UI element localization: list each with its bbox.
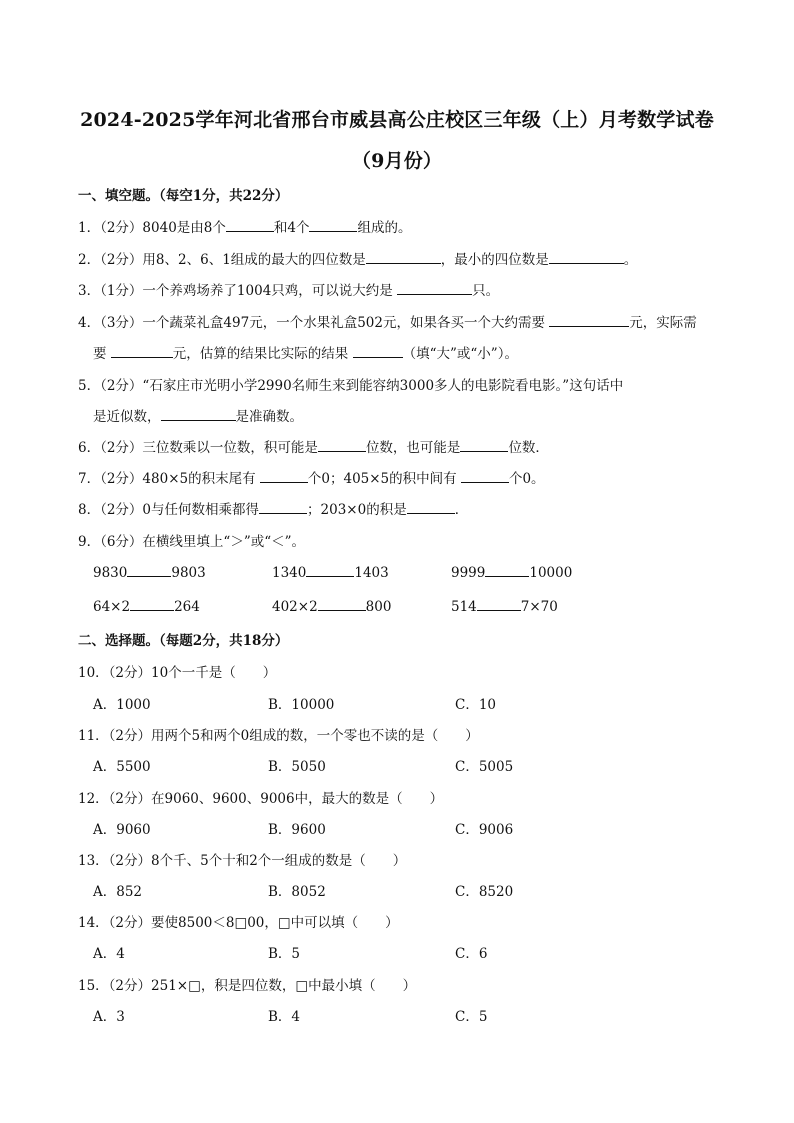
compare-item: 514 7×70: [451, 599, 558, 615]
answer-blank[interactable]: [460, 438, 508, 452]
exam-subtitle: （9月份）: [351, 150, 443, 172]
option-c[interactable]: C．5: [455, 1009, 488, 1025]
answer-blank[interactable]: [111, 344, 173, 358]
answer-blank[interactable]: [259, 500, 307, 514]
option-c[interactable]: C．9006: [455, 822, 514, 838]
answer-blank[interactable]: [127, 563, 171, 577]
answer-blank[interactable]: [407, 500, 455, 514]
option-a[interactable]: A．3: [93, 1009, 125, 1025]
answer-blank[interactable]: [260, 469, 308, 483]
answer-blank[interactable]: [397, 281, 472, 295]
question-8: 8．（2分）0与任何数相乘都得 ；203×0的积是 ．: [78, 502, 469, 518]
section-heading-choice: 二、选择题。（每题2分，共18分）: [78, 633, 289, 649]
question-11: 11．（2分）用两个5和两个0组成的数，一个零也不读的是（ ）: [78, 728, 479, 744]
answer-blank[interactable]: [226, 218, 274, 232]
compare-item: 9830 9803: [93, 565, 206, 581]
answer-blank[interactable]: [477, 597, 521, 611]
answer-blank[interactable]: [161, 407, 236, 421]
question-14: 14．（2分）要使8500＜8□00，□中可以填（ ）: [78, 915, 399, 931]
answer-blank[interactable]: [366, 250, 441, 264]
answer-blank[interactable]: [353, 344, 403, 358]
question-4: 4．（3分）一个蔬菜礼盒497元，一个水果礼盒502元，如果各买一个大约需要 元，实际需: [78, 315, 697, 331]
question-15: 15．（2分）251×□，积是四位数，□中最小填（ ）: [78, 978, 417, 994]
option-a[interactable]: A．852: [93, 884, 143, 900]
question-10: 10．（2分）10个一千是（ ）: [78, 665, 277, 681]
option-c[interactable]: C．10: [455, 697, 497, 713]
option-a[interactable]: A．4: [93, 946, 125, 962]
option-b[interactable]: B．5050: [268, 759, 326, 775]
answer-blank[interactable]: [549, 250, 624, 264]
option-c[interactable]: C．6: [455, 946, 488, 962]
option-a[interactable]: A．1000: [93, 697, 151, 713]
section-heading-fill: 一、填空题。（每空1分，共22分）: [78, 188, 289, 204]
question-9: 9．（6分）在横线里填上“＞”或“＜”。: [78, 534, 306, 550]
answer-blank[interactable]: [318, 438, 366, 452]
question-1: 1．（2分）8040是由8个 和4个 组成的。: [78, 220, 412, 236]
compare-item: 9999 10000: [451, 565, 573, 581]
option-b[interactable]: B．9600: [268, 822, 326, 838]
exam-title: 2024-2025学年河北省邢台市威县高公庄校区三年级（上）月考数学试卷: [80, 109, 714, 131]
answer-blank[interactable]: [318, 597, 366, 611]
option-b[interactable]: B．10000: [268, 697, 335, 713]
question-2: 2．（2分）用8、2、6、1组成的最大的四位数是 ，最小的四位数是 。: [78, 252, 638, 268]
question-5: 5．（2分）“石家庄市光明小学2990名师生来到能容纳3000多人的电影院看电影。”这句话中: [78, 378, 624, 394]
compare-item: 1340 1403: [272, 565, 389, 581]
compare-item: 64×2 264: [93, 599, 200, 615]
question-12: 12．（2分）在9060、9600、9006中，最大的数是（ ）: [78, 791, 444, 807]
option-b[interactable]: B．4: [268, 1009, 301, 1025]
answer-blank[interactable]: [461, 469, 509, 483]
answer-blank[interactable]: [309, 218, 357, 232]
question-4-continued: 要 元，估算的结果比实际的结果 （填“大”或“小”）。: [93, 346, 518, 362]
option-c[interactable]: C．5005: [455, 759, 514, 775]
answer-blank[interactable]: [130, 597, 174, 611]
option-b[interactable]: B．5: [268, 946, 301, 962]
question-5-continued: 是近似数， 是准确数。: [93, 409, 303, 425]
option-a[interactable]: A．5500: [93, 759, 151, 775]
option-c[interactable]: C．8520: [455, 884, 514, 900]
answer-blank[interactable]: [549, 313, 629, 327]
answer-blank[interactable]: [306, 563, 354, 577]
compare-item: 402×2 800: [272, 599, 392, 615]
question-13: 13．（2分）8个千、5个十和2个一组成的数是（ ）: [78, 853, 407, 869]
option-b[interactable]: B．8052: [268, 884, 326, 900]
question-3: 3．（1分）一个养鸡场养了1004只鸡，可以说大约是 只。: [78, 283, 500, 299]
option-a[interactable]: A．9060: [93, 822, 151, 838]
answer-blank[interactable]: [485, 563, 529, 577]
question-7: 7．（2分）480×5的积末尾有 个0；405×5的积中间有 个0。: [78, 471, 545, 487]
question-6: 6．（2分）三位数乘以一位数，积可能是 位数，也可能是 位数．: [78, 440, 549, 456]
